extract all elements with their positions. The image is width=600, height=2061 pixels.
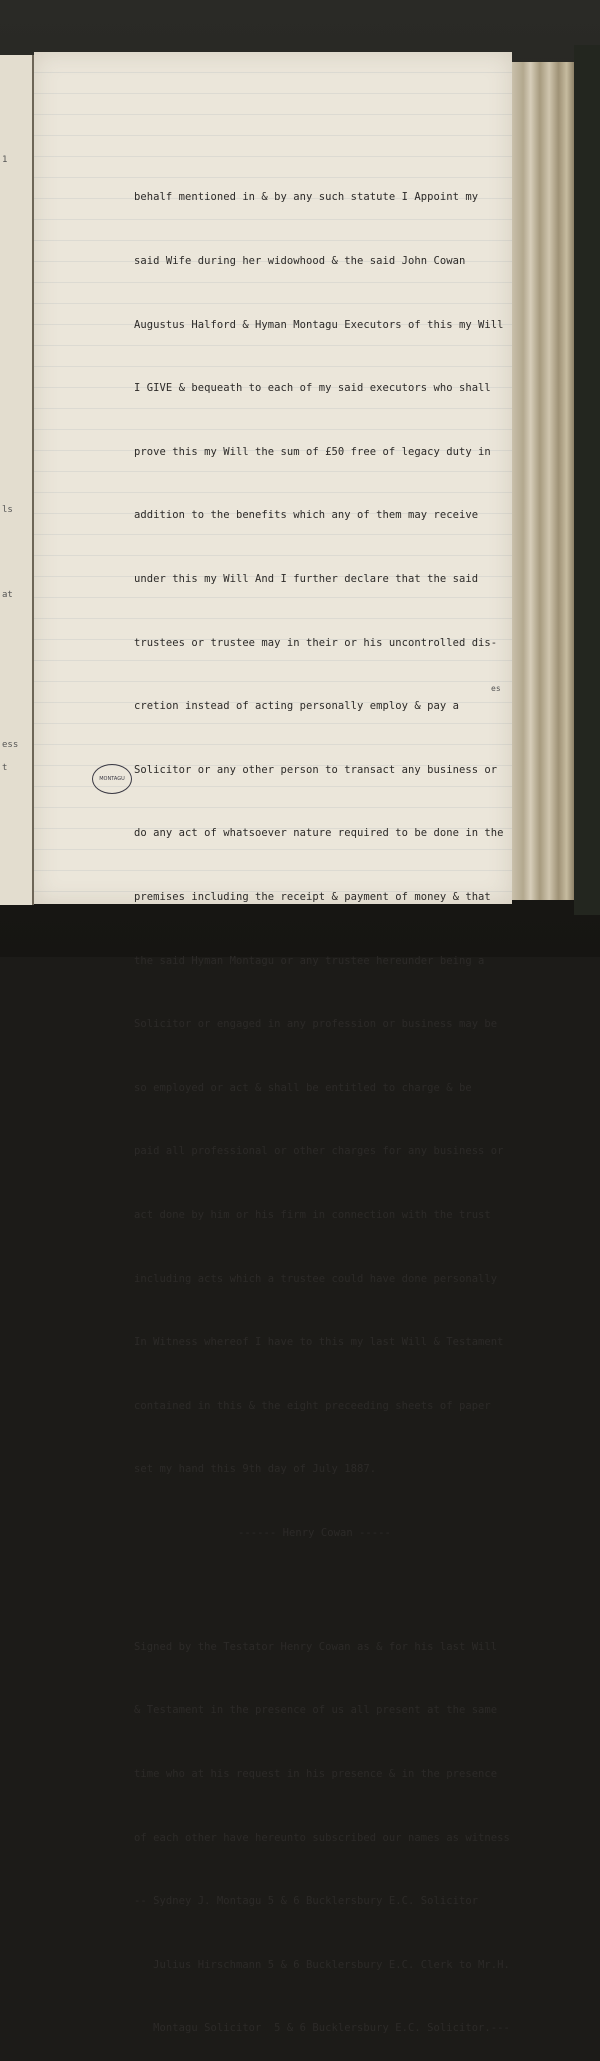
text-line: prove this my Will the sum of £50 free of legacy duty in (134, 445, 491, 458)
text-line: under this my Will And I further declare that the said (134, 572, 479, 585)
left-fragment: 1 (2, 155, 8, 165)
text-line: Solicitor or any other person to transact any business or (134, 763, 498, 776)
stamp-text: MONTAGU (99, 776, 125, 782)
left-fragment: t (2, 763, 8, 773)
left-page-edge (0, 55, 34, 905)
text-line: the said Hyman Montagu or any trustee hereunder being a (134, 954, 485, 967)
attestation-line: time who at his request in his presence & in the presence (134, 1768, 498, 1781)
attestation-line: Montagu Solicitor 5 & 6 Bucklersbury E.C. Solicitor.--- (134, 2022, 510, 2035)
attestation-line: Signed by the Testator Henry Cowan as & for his last Will (134, 1640, 498, 1653)
text-line: cretion instead of acting personally employ & pay a (134, 700, 459, 713)
embossed-stamp (92, 764, 132, 794)
text-line: including acts which a trustee could have done personally (134, 1272, 498, 1285)
attestation-line: -- Sydney J. Montagu 5 & 6 Bucklersbury E.C. Solicitor (134, 1895, 479, 1908)
attestation-line: Julius Hirschmann 5 & 6 Bucklersbury E.C. Clerk to Mr.H. (134, 1958, 510, 1971)
text-line: so employed or act & shall be entitled to charge & be (134, 1081, 472, 1094)
text-line: act done by him or his firm in connection with the trust (134, 1208, 491, 1221)
page-edges (512, 62, 574, 900)
text-line: I GIVE & bequeath to each of my said executors who shall (134, 382, 491, 395)
text-line: behalf mentioned in & by any such statute I Appoint my (134, 191, 479, 204)
attestation-line: of each other have hereunto subscribed our names as witness (134, 1831, 510, 1844)
text-line: set my hand this 9th day of July 1887. (134, 1463, 377, 1476)
text-line: addition to the benefits which any of them may receive (134, 509, 479, 522)
text-line: paid all professional or other charges for any business or (134, 1145, 504, 1158)
text-line: premises including the receipt & payment of money & that (134, 890, 491, 903)
left-fragment: ess (2, 740, 19, 750)
text-line: do any act of whatsoever nature required to be done in the (134, 827, 504, 840)
attestation-line: & Testament in the presence of us all present at the same (134, 1704, 498, 1717)
margin-suffix: es (491, 684, 501, 693)
text-line: trustees or trustee may in their or his uncontrolled dis- (134, 636, 498, 649)
text-line: Solicitor or engaged in any profession or business may be (134, 1018, 498, 1031)
text-line: said Wife during her widowhood & the said John Cowan (134, 255, 466, 267)
book-spine (574, 45, 600, 915)
left-fragment: at (2, 590, 13, 600)
signature-line: ------ Henry Cowan ----- (238, 1526, 391, 1539)
text-line: contained in this & the eight preceeding sheets of paper (134, 1399, 491, 1412)
text-line: Augustus Halford & Hyman Montagu Executors of this my Will (134, 318, 504, 331)
text-line: In Witness whereof I have to this my last Will & Testament (134, 1336, 504, 1349)
left-fragment: ls (2, 505, 13, 515)
will-text (134, 145, 510, 2061)
